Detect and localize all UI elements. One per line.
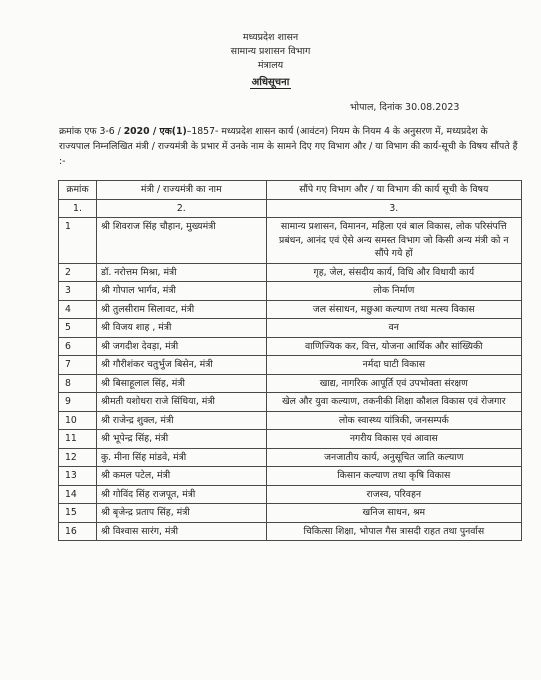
table-row (59, 467, 522, 486)
table-row (59, 393, 522, 412)
row-subjects: जनजातीय कार्य, अनुसूचित जाति कल्याण (266, 448, 521, 467)
row-serial: 14 (59, 485, 97, 504)
table-row (59, 356, 522, 375)
row-serial: 10 (59, 411, 97, 430)
row-serial: 9 (59, 393, 97, 412)
table-body (59, 218, 522, 541)
row-subjects: सामान्य प्रशासन, विमानन, महिला एवं बाल विकास, लोक परिसंपत्ति प्रबंधन, आनंद एवं ऐसे अन्य समस्त विभाग जो किसी अन्य मंत्री को न सौंपे गये हों (266, 218, 521, 264)
subheader-3: 3. (266, 199, 521, 218)
header-subjects: सौंपे गए विभाग और / या विभाग की कार्य सूची के विषय (266, 181, 521, 200)
preamble-text: –1857- मध्यप्रदेश शासन कार्य (आवंटन) नियम के नियम 4 के अनुसरण में, मध्यप्रदेश के राज्यपाल निम्नलिखित मंत्री / राज्यमंत्री के प्रभार में उनके नाम के सामने दिए गए विभाग और / या विभाग की कार्य-सूची के विषय सौंपते हैं :- (59, 126, 518, 167)
row-serial: 11 (59, 430, 97, 449)
preamble-ref: 2020 / एक(1) (123, 126, 187, 137)
row-subjects: खाद्य, नागरिक आपूर्ति एवं उपभोक्ता संरक्षण (266, 374, 521, 393)
row-serial: 16 (59, 522, 97, 541)
row-minister-name: श्रीमती यशोधरा राजे सिंधिया, मंत्री (96, 393, 266, 412)
row-subjects: गृह, जेल, संसदीय कार्य, विधि और विधायी कार्य (266, 263, 521, 282)
row-serial: 3 (59, 282, 97, 301)
row-subjects: लोक स्वास्थ्य यांत्रिकी, जनसम्पर्क (266, 411, 521, 430)
subheader-2: 2. (96, 199, 266, 218)
row-minister-name: श्री तुलसीराम सिलावट, मंत्री (96, 300, 266, 319)
row-serial: 7 (59, 356, 97, 375)
row-serial: 15 (59, 504, 97, 523)
allocation-table (58, 180, 522, 541)
row-minister-name: श्री बिसाहूलाल सिंह, मंत्री (96, 374, 266, 393)
row-subjects: वन (266, 319, 521, 338)
table-subheader-row (59, 199, 522, 218)
table-row (59, 319, 522, 338)
row-minister-name: श्री कमल पटेल, मंत्री (96, 467, 266, 486)
document-title-text: अधिसूचना (251, 77, 290, 88)
table-header-row (59, 181, 522, 200)
row-minister-name: श्री गौरीशंकर चतुर्भुज बिसेन, मंत्री (96, 356, 266, 375)
row-minister-name: श्री शिवराज सिंह चौहान, मुख्यमंत्री (96, 218, 266, 264)
row-minister-name: श्री विश्वास सारंग, मंत्री (96, 522, 266, 541)
table-row (59, 218, 522, 264)
row-subjects: नगरीय विकास एवं आवास (266, 430, 521, 449)
row-subjects: राजस्व, परिवहन (266, 485, 521, 504)
table-row (59, 374, 522, 393)
table-row (59, 448, 522, 467)
table-row (59, 337, 522, 356)
row-serial: 2 (59, 263, 97, 282)
row-serial: 13 (59, 467, 97, 486)
row-serial: 5 (59, 319, 97, 338)
row-serial: 8 (59, 374, 97, 393)
row-serial: 6 (59, 337, 97, 356)
table-row (59, 411, 522, 430)
row-serial: 4 (59, 300, 97, 319)
table-row (59, 300, 522, 319)
row-subjects: चिकित्सा शिक्षा, भोपाल गैस त्रासदी राहत तथा पुनर्वास (266, 522, 521, 541)
row-minister-name: श्री गोविंद सिंह राजपूत, मंत्री (96, 485, 266, 504)
office-name: मंत्रालय (257, 60, 284, 71)
table-row (59, 522, 522, 541)
row-subjects: नर्मदा घाटी विकास (266, 356, 521, 375)
document-title (0, 74, 541, 88)
table-row (59, 430, 522, 449)
row-minister-name: डॉ. नरोत्तम मिश्रा, मंत्री (96, 263, 266, 282)
header-serial: क्रमांक (59, 181, 97, 200)
row-subjects: खनिज साधन, श्रम (266, 504, 521, 523)
row-subjects: खेल और युवा कल्याण, तकनीकी शिक्षा कौशल विकास एवं रोजगार (266, 393, 521, 412)
row-subjects: जल संसाधन, मछुआ कल्याण तथा मत्स्य विकास (266, 300, 521, 319)
row-minister-name: श्री गोपाल भार्गव, मंत्री (96, 282, 266, 301)
row-serial: 1 (59, 218, 97, 264)
govt-name: मध्यप्रदेश शासन (242, 32, 299, 43)
row-serial: 12 (59, 448, 97, 467)
row-minister-name: श्री भूपेन्द्र सिंह, मंत्री (96, 430, 266, 449)
preamble (59, 124, 519, 169)
preamble-prefix: क्रमांक एफ 3-6 / (59, 126, 124, 137)
row-minister-name: श्री बृजेन्द्र प्रताप सिंह, मंत्री (96, 504, 266, 523)
row-subjects: वाणिज्यिक कर, वित्त, योजना आर्थिक और सांख्यिकी (266, 337, 521, 356)
table-row (59, 485, 522, 504)
row-minister-name: श्री राजेन्द्र शुक्ल, मंत्री (96, 411, 266, 430)
row-minister-name: श्री विजय शाह , मंत्री (96, 319, 266, 338)
subheader-1: 1. (59, 199, 97, 218)
table-row (59, 263, 522, 282)
table-row (59, 504, 522, 523)
department-name: सामान्य प्रशासन विभाग (230, 46, 311, 57)
row-subjects: किसान कल्याण तथा कृषि विकास (266, 467, 521, 486)
row-minister-name: श्री जगदीश देवड़ा, मंत्री (96, 337, 266, 356)
header-minister: मंत्री / राज्यमंत्री का नाम (96, 181, 266, 200)
table-row (59, 282, 522, 301)
row-subjects: लोक निर्माण (266, 282, 521, 301)
row-minister-name: कु. मीना सिंह मांडवे, मंत्री (96, 448, 266, 467)
document-date: भोपाल, दिनांक 30.08.2023 (350, 102, 460, 113)
